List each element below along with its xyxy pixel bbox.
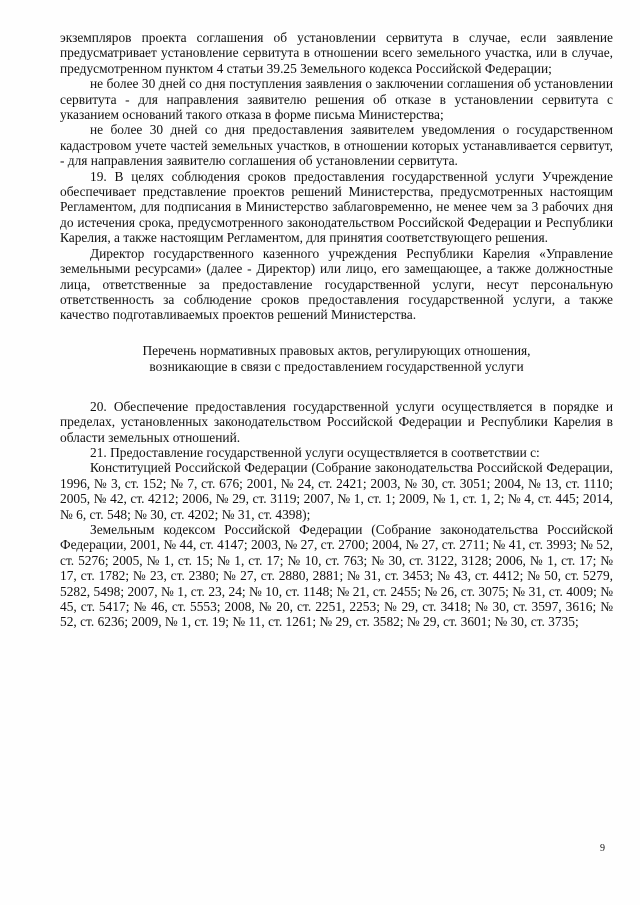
paragraph-item-21: 21. Предоставление государственной услуги осуществляется в соответствии с: <box>90 444 540 460</box>
paragraph-servitude-copies: экземпляров проекта соглашения об установлении сервитута в случае, если заявление предусматривает установление сервитута в отношении всего земельного участка, или в случае, предусмотренном пунктом 4 статьи 39.25 Земельного кодекса Российской Федерации; <box>60 30 613 76</box>
section-heading-line-1: Перечень нормативных правовых актов, регулирующих отношения, <box>142 342 531 358</box>
document-body <box>60 30 613 630</box>
paragraph-cadastral-term: не более 30 дней со дня предоставления заявителем уведомления о государственном кадастровом учете частей земельных участков, в отношении которых устанавливается сервитут, - для направления заявителю соглашения об установлении сервитута. <box>60 122 613 169</box>
paragraph-land-code: Земельным кодексом Российской Федерации (Собрание законодательства Российской Федерации, 2001, № 44, ст. 4147; 2003, № 27, ст. 2700; 2004, № 27, ст. 2711; № 41, ст. 3993; № 52, ст. 5276; 2005, № 1, ст. 15; № 1, ст. 17; № 10, ст. 763; № 30, ст. 3122, 3128; 2006, № 1, ст. 17; № 17, ст. 1782; № 23, ст. 2380; № 27, ст. 2880, 2881; № 31, ст. 3453; № 43, ст. 4412; № 50, ст. 5279, 5282, 5498; 2007, № 1, ст. 23, 24; № 10, ст. 1148; № 21, ст. 2455; № 26, ст. 3075; № 31, ст. 4009; № 45, ст. 5417; № 46, ст. 5553; 2008, № 20, ст. 2251, 2253; № 29, ст. 3418; № 30, ст. 3597, 3616; № 52, ст. 6236; 2009, № 1, ст. 19; № 11, ст. 1261; № 29, ст. 3582; № 29, ст. 3601; № 30, ст. 3735; <box>60 521 613 630</box>
paragraph-item-20: 20. Обеспечение предоставления государственной услуги осуществляется в порядке и пределах, установленных законодательством Российской Федерации и Республики Карелия в области земельных отношений. <box>60 398 613 445</box>
page-number: 9 <box>600 843 605 854</box>
paragraph-item-19: 19. В целях соблюдения сроков предоставления государственной услуги Учреждение обеспечивает представление проектов решений Министерства, предусмотренных настоящим Регламентом, для подписания в Министерство заблаговременно, не менее чем за 3 рабочих дня до истечения срока, предусмотренного законодательством Российской Федерации и Республики Карелия, а также настоящим Регламентом, для принятия соответствующего решения. <box>60 168 613 246</box>
section-heading-line-2: возникающие в связи с предоставлением государственной услуги <box>149 358 524 374</box>
paragraph-refusal-term: не более 30 дней со дня поступления заявления о заключении соглашения об установлении сервитута - для направления заявителю решения об отказе в установлении сервитута с указанием оснований такого отказа в форме письма Министерства; <box>60 76 613 123</box>
paragraph-director-responsibility: Директор государственного казенного учреждения Республики Карелия «Управление земельными ресурсами» (далее - Директор) или лицо, его замещающее, а также должностные лица, ответственные за предоставление государственной услуги, несут персональную ответственность за соблюдение сроков предоставления государственной услуги, а также качество подготавливаемых проектов решений Министерства. <box>60 245 613 323</box>
paragraph-constitution: Конституцией Российской Федерации (Собрание законодательства Российской Федерации, 1996, № 3, ст. 152; № 7, ст. 676; 2001, № 24, ст. 2421; 2003, № 30, ст. 3051; 2004, № 13, ст. 1110; 2005, № 42, ст. 4212; 2006, № 29, ст. 3119; 2007, № 1, ст. 1; 2009, № 1, ст. 1, 2; № 4, ст. 445; 2014, № 6, ст. 548; № 30, ст. 4202; № 31, ст. 4398); <box>60 460 613 522</box>
section-heading <box>60 343 613 375</box>
